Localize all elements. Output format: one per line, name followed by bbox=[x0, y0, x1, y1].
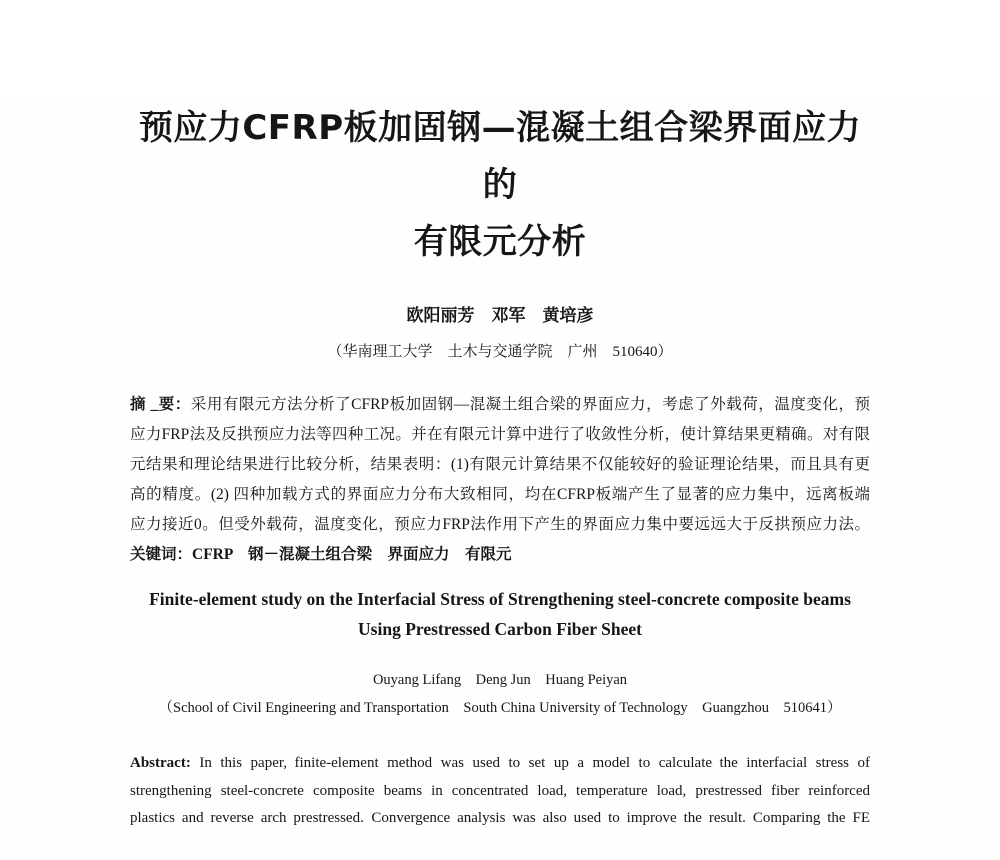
paper-title-chinese-line2: 有限元分析 bbox=[413, 222, 587, 262]
abstract-english-line1-text: In this paper, finite-element method was used to set up a model to calculate the interfacial stress of bbox=[199, 755, 871, 771]
paper-title-chinese-line1: 预应力CFRP板加固钢—混凝土组合梁界面应力的 bbox=[138, 108, 862, 205]
abstract-chinese-line1-text: 采用有限元方法分析了CFRP板加固钢—混凝土组合梁的界面应力，考虑了外载荷，温度变化，预 bbox=[190, 396, 870, 413]
abstract-english-line3: plastics and reverse arch prestressed. Convergence analysis was also used to improve the result. Comparing the FE bbox=[130, 810, 870, 826]
keywords-chinese-label: 关键词： bbox=[130, 546, 193, 563]
scanned-paper-page bbox=[0, 100, 1000, 860]
abstract-english-line1 bbox=[130, 750, 870, 778]
authors-chinese: 欧阳丽芳 邓军 黄培彦 bbox=[406, 306, 594, 325]
authors-english: Ouyang Lifang Deng Jun Huang Peiyan bbox=[372, 672, 628, 688]
keywords-chinese bbox=[130, 540, 870, 570]
abstract-chinese-label: 摘 _要： bbox=[130, 396, 191, 413]
abstract-chinese-line3: 元结果和理论结果进行比较分析，结果表明：(1)有限元计算结果不仅能较好的验证理论结果，而且具有更 bbox=[130, 456, 870, 473]
abstract-english-label: Abstract: bbox=[130, 755, 191, 771]
abstract-chinese-line4: 高的精度。(2) 四种加载方式的界面应力分布大致相同，均在CFRP板端产生了显著的应力集中，远离板端 bbox=[130, 486, 870, 503]
abstract-chinese-line2: 应力FRP法及反拱预应力法等四种工况。并在有限元计算中进行了收敛性分析，使计算结果更精确。对有限 bbox=[130, 426, 870, 443]
affiliation-english: （School of Civil Engineering and Transportation South China University of Technology Guangzhou 510641） bbox=[158, 700, 842, 716]
abstract-chinese-line5: 应力接近0。但受外载荷，温度变化，预应力FRP法作用下产生的界面应力集中要远远大于反拱预应力法。 bbox=[130, 516, 870, 533]
paper-title-english bbox=[130, 584, 870, 644]
abstract-chinese-line1 bbox=[130, 390, 870, 420]
paper-title-english-line1: Finite-element study on the Interfacial Stress of Strengthening steel-concrete composite beams bbox=[149, 589, 851, 609]
abstract-english bbox=[130, 750, 870, 833]
affiliation-chinese: （华南理工大学 土木与交通学院 广州 510640） bbox=[327, 344, 673, 360]
paper-title-chinese bbox=[130, 100, 870, 271]
abstract-chinese bbox=[130, 390, 870, 570]
paper-title-english-line2: Using Prestressed Carbon Fiber Sheet bbox=[358, 619, 642, 639]
keywords-chinese-text: CFRP 钢－混凝土组合梁 界面应力 有限元 bbox=[192, 546, 512, 563]
abstract-english-line2: strengthening steel-concrete composite beams in concentrated load, temperature load, prestressed fiber reinforced bbox=[130, 782, 870, 799]
